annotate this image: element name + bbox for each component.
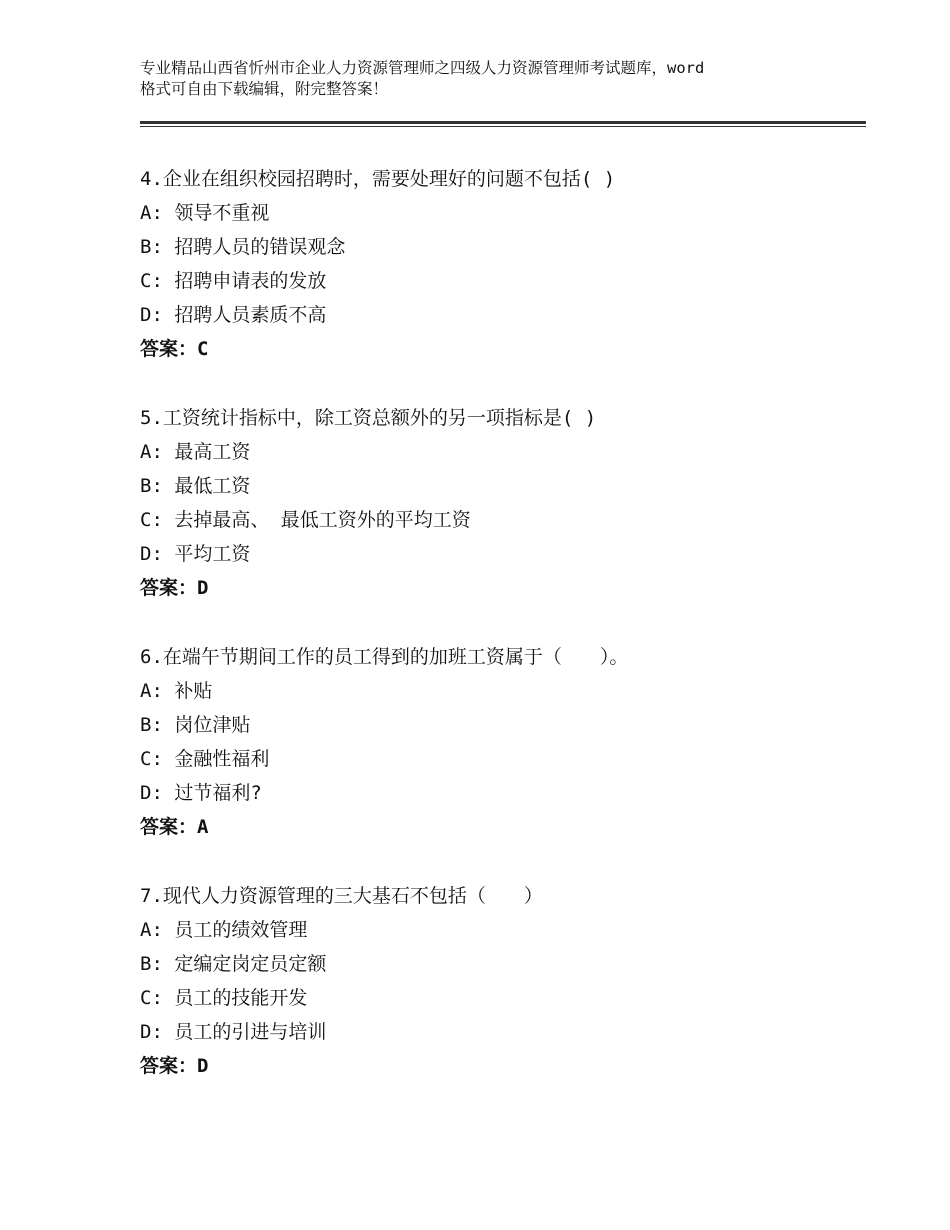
header-title-line-2: 格式可自由下载编辑，附完整答案！	[140, 80, 389, 98]
question-stem: 5.工资统计指标中，除工资总额外的另一项指标是( )	[140, 407, 597, 429]
answer-label: 答案：A	[140, 816, 209, 838]
option-c: C: 去掉最高、 最低工资外的平均工资	[140, 509, 471, 531]
header-title-line-1: 专业精品山西省忻州市企业人力资源管理师之四级人力资源管理师考试题库，word	[140, 59, 705, 77]
option-c: C: 招聘申请表的发放	[140, 270, 327, 292]
option-b: B: 招聘人员的错误观念	[140, 236, 346, 258]
option-c: C: 金融性福利	[140, 748, 270, 770]
option-c: C: 员工的技能开发	[140, 987, 308, 1009]
answer-label: 答案：C	[140, 338, 209, 360]
option-b: B: 岗位津贴	[140, 714, 251, 736]
header-divider-thick	[140, 121, 866, 124]
option-d: D: 招聘人员素质不高	[140, 304, 327, 326]
answer-label: 答案：D	[140, 577, 209, 599]
option-b: B: 定编定岗定员定额	[140, 953, 327, 975]
question-5	[140, 401, 860, 605]
option-a: A: 领导不重视	[140, 202, 270, 224]
question-stem: 6.在端午节期间工作的员工得到的加班工资属于（ ）。	[140, 646, 629, 668]
option-a: A: 最高工资	[140, 441, 251, 463]
option-d: D: 平均工资	[140, 543, 251, 565]
question-list	[140, 162, 860, 1118]
question-6	[140, 640, 860, 844]
header-divider-thin	[140, 126, 866, 127]
option-d: D: 员工的引进与培训	[140, 1021, 327, 1043]
answer-label: 答案：D	[140, 1055, 209, 1077]
option-b: B: 最低工资	[140, 475, 251, 497]
question-7	[140, 879, 860, 1083]
question-stem: 7.现代人力资源管理的三大基石不包括（ ）	[140, 885, 543, 907]
document-header	[140, 58, 830, 100]
option-d: D: 过节福利?	[140, 782, 262, 804]
question-stem: 4.企业在组织校园招聘时，需要处理好的问题不包括( )	[140, 168, 616, 190]
option-a: A: 员工的绩效管理	[140, 919, 308, 941]
option-a: A: 补贴	[140, 680, 213, 702]
question-4	[140, 162, 860, 366]
